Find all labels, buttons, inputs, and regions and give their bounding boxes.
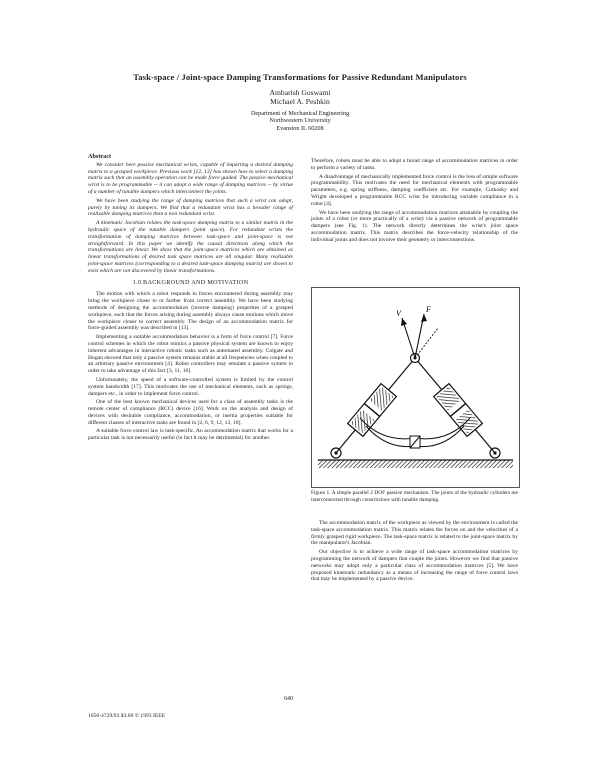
ground-hatching — [318, 460, 513, 468]
figure-caption: Figure 1. A simple parallel 2 DOF passive mechanism. The joints of the hydraulic cylinders are interconnected through constrictions with tunable damping. — [311, 490, 518, 503]
body-paragraph: The motion with which a robot responds to forces encountered during assembly may bring the workpiece closer to or farther from correct assembly. We have been studying methods of designing the accommodation (inverse damping) properties of a grasped workpiece, such that the forces arising during assembly always cause motions which move the workpiece closer to correct assembly. The design of an accommodation matrix for force-guided assembly was described in [13]. — [88, 291, 293, 332]
author-list — [200, 88, 400, 106]
right-column-top — [311, 158, 518, 246]
body-paragraph: We have been studying the range of accommodation matrices attainable by coupling the joints of a robot (or more practically of a wrist) via a passive network of programmable dampers (see Fig. 1). The network directly determines the wrist's joint space accommodation matrix. This matrix describes the force-velocity relationship of the individual joints and does not involve their geometry or interconnections. — [311, 209, 518, 243]
copyright-notice: 1050-4729/93 $3.00 © 1993 IEEE — [88, 713, 166, 719]
arrowhead — [401, 318, 407, 326]
body-paragraph: The accommodation matrix of the workpiece as viewed by the environment is called the task-space accommodation matrix. This matrix relates the forces on and the velocities of a firmly grasped rigid workpiece. The task-space matrix is related to the joint-space matrix by the manipulator's Jacobian. — [311, 520, 518, 547]
velocity-label: V — [396, 309, 401, 318]
body-paragraph: Implementing a suitable accommodation behavior is a form of force control [7]. Force control schemes in which the robot mimics a passive physical system are known to enjoy inherent advantages in interactive robotic tasks such as automated assembly. Colgate and Hogan showed that only a passive system remains stable at all frequencies when coupled to an arbitrary passive environment [4]. Robot controllers may emulate a passive system in order to take advantage of this fact [3, 11, 16]. — [88, 334, 293, 375]
body-paragraph: Therefore, robots must be able to adopt a broad range of accommodation matrices in order to perform a variety of tasks. — [311, 158, 518, 171]
mechanism-diagram — [312, 288, 519, 487]
body-paragraph: A disadvantage of mechanically implemented force control is the loss of simple software programmability. This motivates the need for mechanical elements with programmable parameters, e.g. spring stiffness, damping coefficient etc. For example, Cutkosky and Wright developed a programmable RCC wrist for introducing variable compliance in a robot [4]. — [311, 173, 518, 207]
section-heading: 1.0 BACKGROUND AND MOTIVATION — [132, 278, 249, 286]
abstract-heading: Abstract — [88, 153, 112, 160]
right-column-bottom — [311, 520, 518, 585]
author-name: Ambarish Goswami — [269, 88, 331, 97]
abstract-body — [88, 162, 293, 275]
body-paragraph: A suitable force control law is task-specific. An accommodation matrix that works for a particular task is not necessarily useful (in fact it may be detrimental) for another. — [88, 428, 293, 442]
affiliation — [180, 110, 420, 132]
abstract-paragraph: We consider here passive mechanical wrists, capable of imparting a desired damping matrix to a grasped workpiece. Previous work [12, 13] has shown how to select a damping matrix such that an assembly operation can be made force guided. The passive mechanical wrist is to be programmable -- it can adopt a wide range of damping matrices -- by virtue of a number of tunable dampers which interconnect the joints. — [88, 161, 293, 195]
page-number: 640 — [284, 696, 293, 702]
left-body — [88, 291, 293, 442]
author-name: Michael A. Peshkin — [270, 97, 330, 106]
left-column — [88, 154, 293, 444]
body-paragraph: One of the best known mechanical devices used for a class of assembly tasks is the remote center of compliance (RCC) device [16]. Work on the analysis and design of devices with desirable compliance, accommodation, or inertia properties suitable for different classes of interactive tasks are found in [2, 6, 9, 12, 13, 18]. — [88, 399, 293, 426]
abstract-paragraph: We have been studying the range of damping matrices that such a wrist can adopt, purely by tuning its dampers. We find that a redundant wrist has a broader range of realizable damping matrices than a non redundant wrist. — [88, 197, 293, 218]
affiliation-line: Department of Mechanical Engineering — [250, 110, 350, 117]
affiliation-line: Northwestern University — [269, 117, 331, 125]
abstract-paragraph: A kinematic Jacobian relates the task-space damping matrix to a similar matrix in the hydraulic space of the tunable dampers (joint space). For redundant wrists the transformation of damping matrices between task-space and joint-space is not straightforward. In this paper we identify the causal directions along which the transformations are linear. We show that the joint-space matrices which are obtained as linear transformations of desired task space matrices are all singular. Many realizable joint-space matrices (corresponding to a desired task-space damping matrix) are shown to exist which are not discovered by linear transformations. — [88, 220, 293, 274]
arrowhead — [421, 314, 427, 322]
force-label: F — [426, 305, 431, 314]
figure-1 — [311, 287, 520, 488]
affiliation-line: Evanston IL 60208 — [276, 124, 324, 132]
body-paragraph: Our objective is to achieve a wide range of task-space accommodation matrices by programming the network of dampers that couple the joints. However we find that passive networks may adopt only a particular class of accommodation matrices [5]. We have proposed kinematic redundancy as a means of increasing the range of force control laws that may be implemented by a passive device. — [311, 549, 518, 583]
body-paragraph: Unfortunately, the speed of a software-controlled system is limited by the control system bandwidth [17]. This motivates the use of mechanical elements, such as springs, dampers etc., in order to implement force control. — [88, 376, 293, 397]
paper-title: Task-space / Joint-space Damping Transformations for Passive Redundant Manipulators — [133, 72, 467, 82]
